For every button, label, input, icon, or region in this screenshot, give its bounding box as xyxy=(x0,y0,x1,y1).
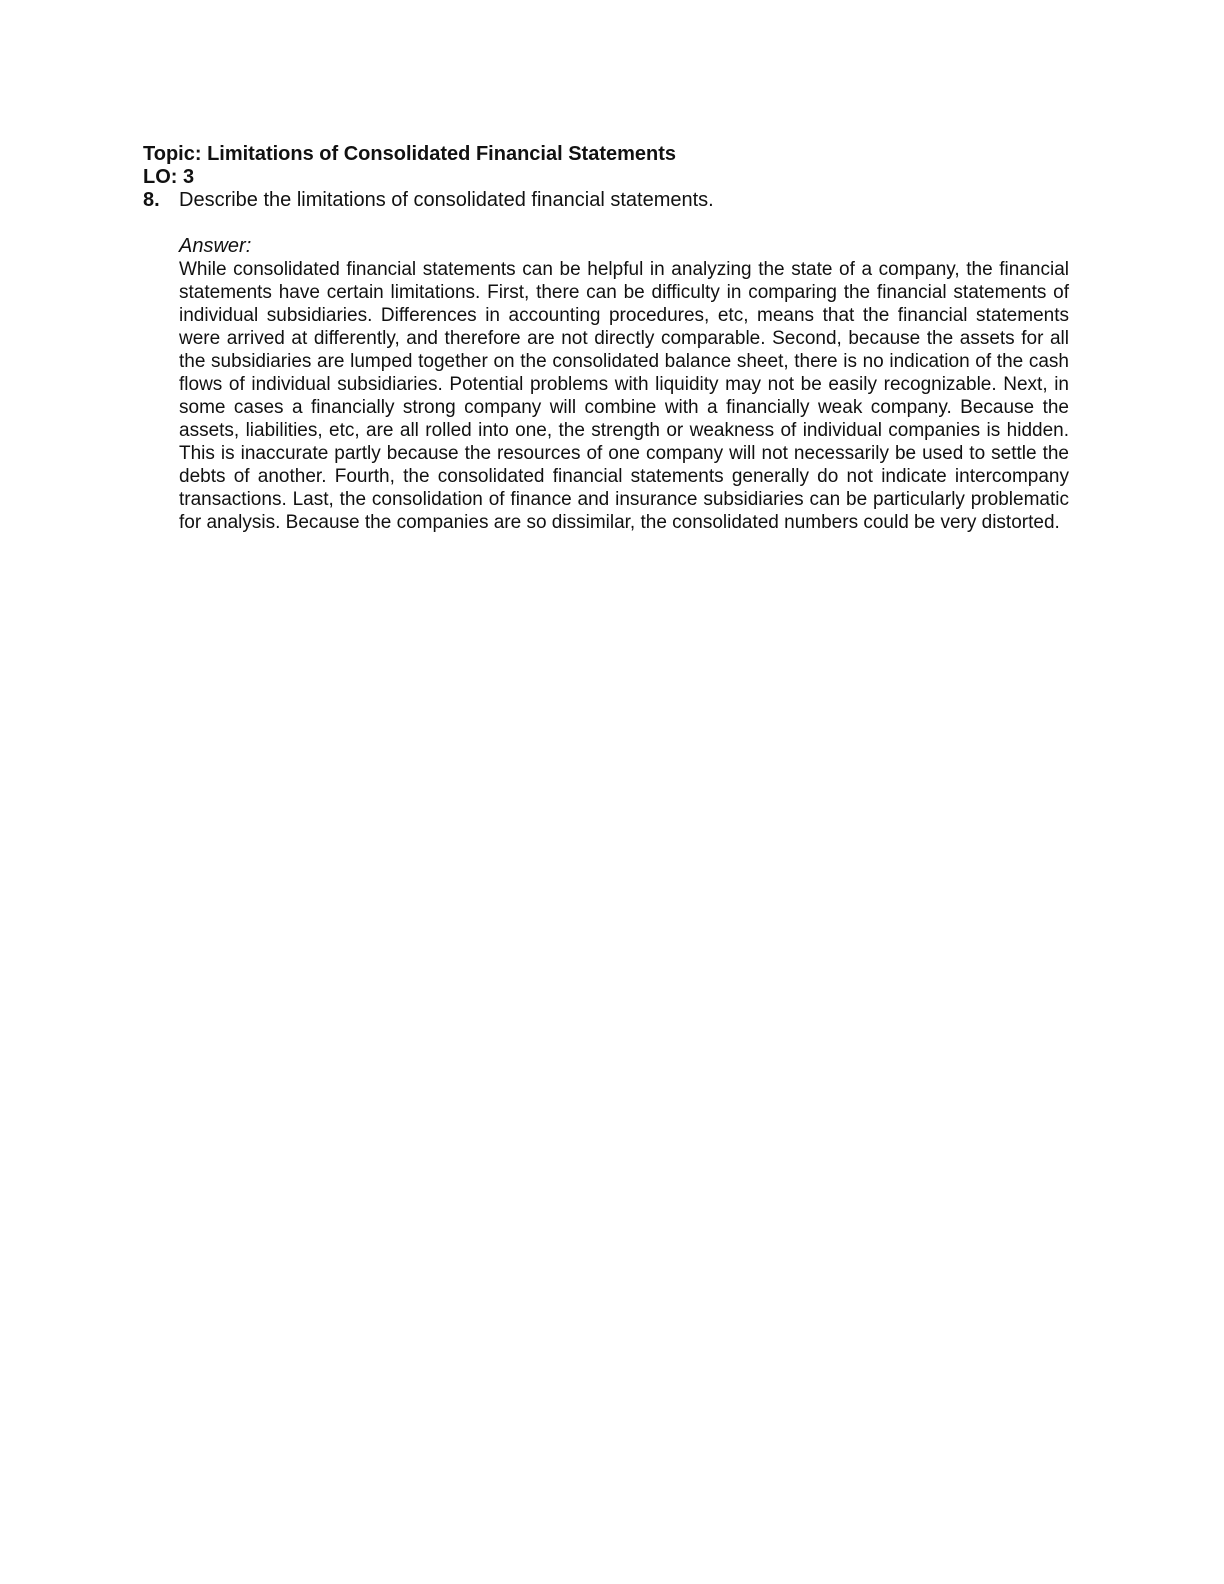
answer-body: While consolidated financial statements can be helpful in analyzing the state of a company, the financial statements have certain limitations. First, there can be difficulty in comparing the financial statements of individual subsidiaries. Differences in accounting procedures, etc, means that the financial statements were arrived at differently, and therefore are not directly comparable. Second, because the assets for all the subsidiaries are lumped together on the consolidated balance sheet, there is no indication of the cash flows of individual subsidiaries. Potential problems with liquidity may not be easily recognizable. Next, in some cases a financially strong company will combine with a financially weak company. Because the assets, liabilities, etc, are all rolled into one, the strength or weakness of individual companies is hidden. This is inaccurate partly because the resources of one company will not necessarily be used to settle the debts of another. Fourth, the consolidated financial statements generally do not indicate intercompany transactions. Last, the consolidation of finance and insurance subsidiaries can be particularly problematic for analysis. Because the companies are so dissimilar, the consolidated numbers could be very distorted. xyxy=(179,259,1069,533)
topic-heading: Topic: Limitations of Consolidated Financial Statements xyxy=(143,143,677,165)
question-text: Describe the limitations of consolidated financial statements. xyxy=(179,189,714,211)
learning-objective: LO: 3 xyxy=(143,166,195,188)
answer-label: Answer: xyxy=(179,235,252,257)
question-number: 8. xyxy=(143,189,160,211)
